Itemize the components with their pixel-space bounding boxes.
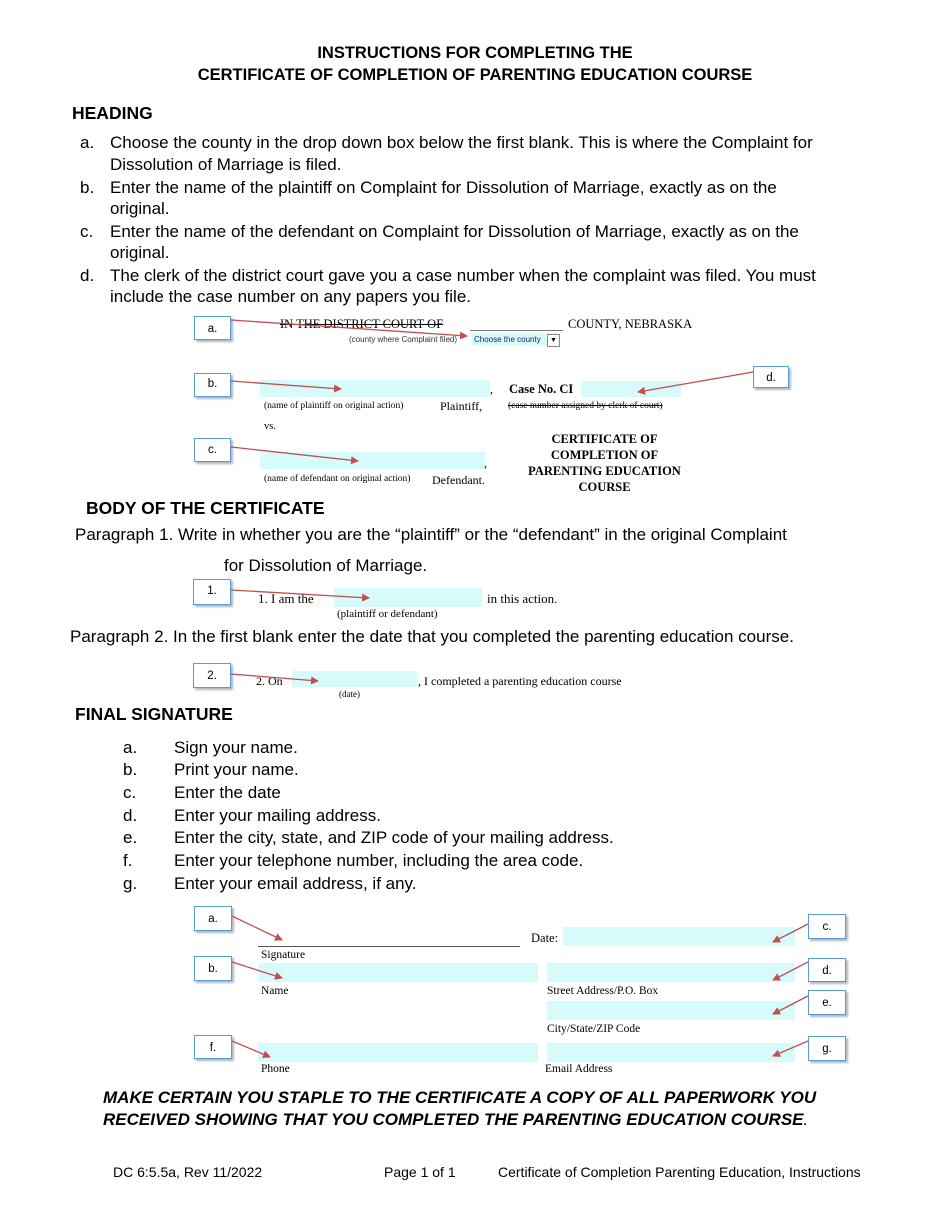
callout-d: d. bbox=[753, 366, 789, 388]
heading-item-text: include the case number on any papers you file. bbox=[110, 287, 472, 306]
footer-form-id: DC 6:5.5a, Rev 11/2022 bbox=[113, 1164, 263, 1180]
example2-suffix: , I completed a parenting education course bbox=[418, 674, 622, 688]
signature-item-letter: f. bbox=[123, 851, 133, 870]
signature-item-text: Enter your telephone number, including the area code. bbox=[174, 851, 584, 870]
paragraph2-instruction: Paragraph 2. In the first blank enter the date that you completed the parenting education course. bbox=[70, 627, 794, 646]
callout-sig-f: f. bbox=[194, 1035, 232, 1059]
defendant-caption: (name of defendant on original action) bbox=[264, 474, 411, 484]
heading-item-text: original. bbox=[110, 243, 170, 262]
arrow-sig-f bbox=[232, 1041, 270, 1057]
date-label: Date: bbox=[531, 931, 559, 945]
callout-a: a. bbox=[194, 316, 231, 340]
heading-item-text: Choose the county in the drop down box below the first blank. This is where the Complaint for bbox=[110, 133, 813, 152]
signature-item-text: Enter the date bbox=[174, 783, 281, 802]
email-caption: Email Address bbox=[545, 1063, 613, 1075]
county-hint: (county where Complaint filed) bbox=[349, 335, 458, 344]
signature-item-text: Enter the city, state, and ZIP code of your mailing address. bbox=[174, 828, 614, 847]
callout-2: 2. bbox=[193, 663, 231, 688]
arrow-sig-c bbox=[773, 924, 808, 942]
arrow-sig-g bbox=[773, 1041, 808, 1056]
staple-notice: MAKE CERTAIN YOU STAPLE TO THE CERTIFICATE A COPY OF ALL PAPERWORK YOU RECEIVED SHOWING THAT YOU COMPLETED THE PARENTING EDUCATION COURSE. bbox=[103, 1088, 817, 1129]
arrow-sig-e bbox=[773, 996, 808, 1014]
defendant-word: Defendant. bbox=[432, 473, 485, 487]
final-signature-title: FINAL SIGNATURE bbox=[75, 704, 233, 724]
page-title-line2: CERTIFICATE OF COMPLETION OF PARENTING EDUCATION COURSE bbox=[197, 66, 753, 84]
example1-suffix: in this action. bbox=[487, 591, 558, 606]
heading-item-text: Enter the name of the defendant on Complaint for Dissolution of Marriage, exactly as on the bbox=[110, 222, 799, 241]
callout-sig-c: c. bbox=[808, 914, 846, 939]
paragraph1-instruction: Paragraph 1. Write in whether you are the “plaintiff” or the “defendant” in the original Complaint bbox=[75, 525, 787, 544]
callout-c: c. bbox=[194, 438, 231, 462]
arrow-2 bbox=[231, 674, 318, 681]
arrow-sig-d bbox=[773, 962, 808, 980]
signature-item-letter: d. bbox=[123, 806, 138, 825]
signature-item-letter: c. bbox=[123, 783, 137, 802]
arrow-d bbox=[638, 372, 753, 392]
footer-page-number: Page 1 of 1 bbox=[384, 1164, 456, 1180]
court-prefix: IN THE DISTRICT COURT OF bbox=[280, 317, 444, 331]
arrow-c bbox=[231, 447, 358, 461]
signature-item-text: Sign your name. bbox=[174, 738, 298, 757]
heading-item-text: Dissolution of Marriage is filed. bbox=[110, 155, 342, 174]
signature-item-text: Enter your mailing address. bbox=[174, 806, 381, 825]
signature-caption: Signature bbox=[261, 949, 306, 961]
callout-sig-d: d. bbox=[808, 958, 846, 982]
vs-label: vs. bbox=[264, 421, 276, 432]
heading-item-letter: d. bbox=[80, 266, 95, 285]
page-title-line1: INSTRUCTIONS FOR COMPLETING THE bbox=[317, 44, 633, 62]
chevron-down-icon[interactable]: ▼ bbox=[547, 334, 560, 347]
callout-sig-a: a. bbox=[194, 906, 232, 931]
heading-section-title: HEADING bbox=[72, 103, 153, 123]
arrow-sig-a bbox=[232, 916, 282, 940]
name-caption: Name bbox=[261, 985, 289, 997]
phone-caption: Phone bbox=[261, 1063, 290, 1075]
arrow-1 bbox=[231, 590, 369, 598]
county-suffix: COUNTY, NEBRASKA bbox=[568, 317, 693, 331]
heading-item-text: Enter the name of the plaintiff on Complaint for Dissolution of Marriage, exactly as on the bbox=[110, 178, 777, 197]
example2-caption: (date) bbox=[339, 689, 360, 699]
signature-item-letter: b. bbox=[123, 760, 138, 779]
signature-item-letter: g. bbox=[123, 874, 138, 893]
heading-item-letter: a. bbox=[80, 133, 95, 152]
case-caption: (case number assigned by clerk of court) bbox=[508, 401, 663, 411]
example1-caption: (plaintiff or defendant) bbox=[337, 608, 438, 620]
county-select-value: Choose the county bbox=[474, 335, 541, 344]
example1-prefix: 1. I am the bbox=[258, 591, 314, 606]
signature-item-letter: a. bbox=[123, 738, 138, 757]
certificate-title: CERTIFICATE OF COMPLETION OF PARENTING EDUCATION COURSE bbox=[528, 432, 681, 493]
paragraph1-instruction-cont: for Dissolution of Marriage. bbox=[224, 556, 428, 575]
callout-b: b. bbox=[194, 373, 231, 397]
heading-item-text: The clerk of the district court gave you a case number when the complaint was filed. You must bbox=[110, 266, 816, 285]
arrow-sig-b bbox=[232, 962, 282, 978]
signature-item-text: Enter your email address, if any. bbox=[174, 874, 417, 893]
heading-item-text: original. bbox=[110, 199, 170, 218]
callout-sig-e: e. bbox=[808, 990, 846, 1015]
callout-sig-g: g. bbox=[808, 1036, 846, 1061]
case-no-label: Case No. CI bbox=[509, 382, 574, 396]
plaintiff-caption: (name of plaintiff on original action) bbox=[264, 401, 404, 411]
arrow-b bbox=[231, 381, 341, 389]
body-section-title: BODY OF THE CERTIFICATE bbox=[86, 498, 325, 518]
signature-item-letter: e. bbox=[123, 828, 138, 847]
street-caption: Street Address/P.O. Box bbox=[547, 985, 659, 997]
city-caption: City/State/ZIP Code bbox=[547, 1023, 641, 1035]
callout-sig-b: b. bbox=[194, 956, 232, 981]
heading-item-letter: b. bbox=[80, 178, 95, 197]
heading-item-letter: c. bbox=[80, 222, 94, 241]
callout-1: 1. bbox=[193, 579, 231, 605]
example2-prefix: 2. On bbox=[256, 674, 283, 688]
signature-item-text: Print your name. bbox=[174, 760, 299, 779]
plaintiff-word: Plaintiff, bbox=[440, 399, 483, 413]
arrow-a bbox=[231, 320, 467, 336]
footer-document-title: Certificate of Completion Parenting Education, Instructions bbox=[498, 1164, 861, 1180]
